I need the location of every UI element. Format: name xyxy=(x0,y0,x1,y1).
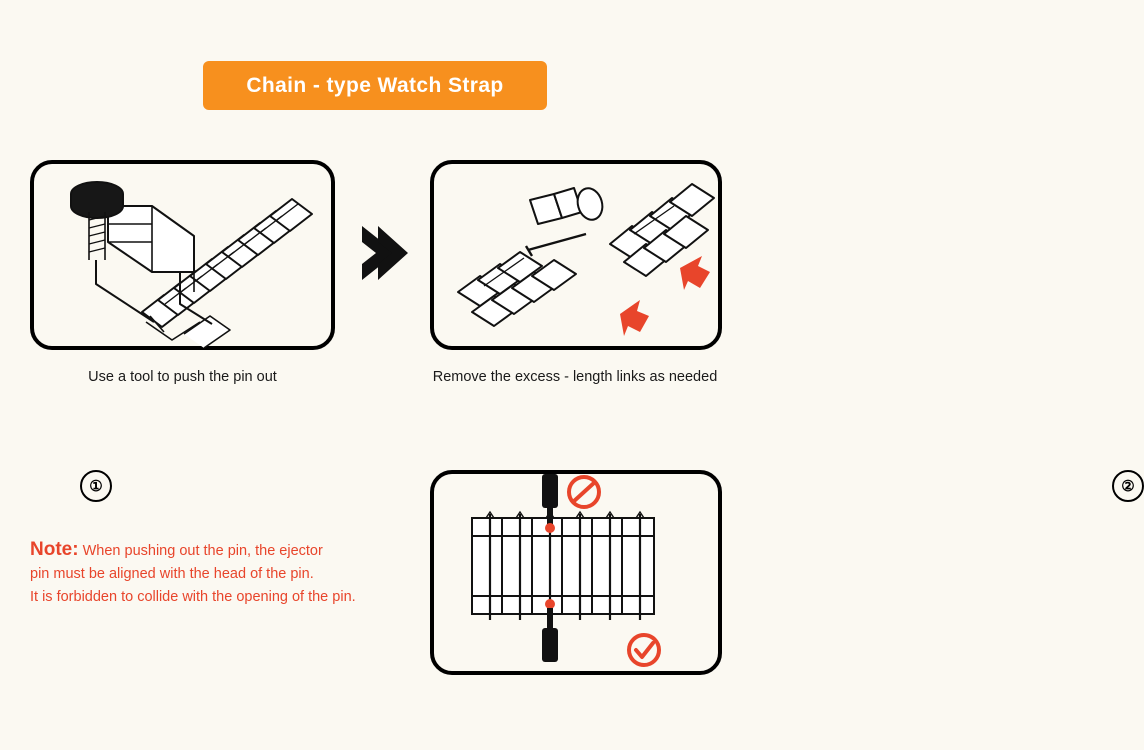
step-2-caption: Remove the excess - length links as needed xyxy=(432,369,718,385)
note-block xyxy=(30,538,420,609)
approved-badge-icon xyxy=(629,635,659,665)
note-line-3: It is forbidden to collide with the opening of the pin. xyxy=(30,589,356,605)
page-title-text: Chain - type Watch Strap xyxy=(246,73,504,97)
chevron-right-arrow-icon xyxy=(356,224,412,282)
pin-alignment-detail-illustration xyxy=(434,474,718,671)
note-label: Note: xyxy=(30,539,79,560)
note-line-2: pin must be aligned with the head of the pin. xyxy=(30,566,314,582)
step-1-caption: Use a tool to push the pin out xyxy=(88,369,277,385)
forbidden-badge-icon xyxy=(569,477,599,507)
step-2-illustration xyxy=(434,164,718,346)
note-line-1: When pushing out the pin, the ejector xyxy=(82,543,323,559)
step-1-illustration xyxy=(34,164,331,346)
step-2-number: ② xyxy=(1112,470,1144,502)
page-title xyxy=(203,61,547,110)
pin-alignment-detail-panel xyxy=(430,470,722,675)
step-1-number: ① xyxy=(80,470,112,502)
